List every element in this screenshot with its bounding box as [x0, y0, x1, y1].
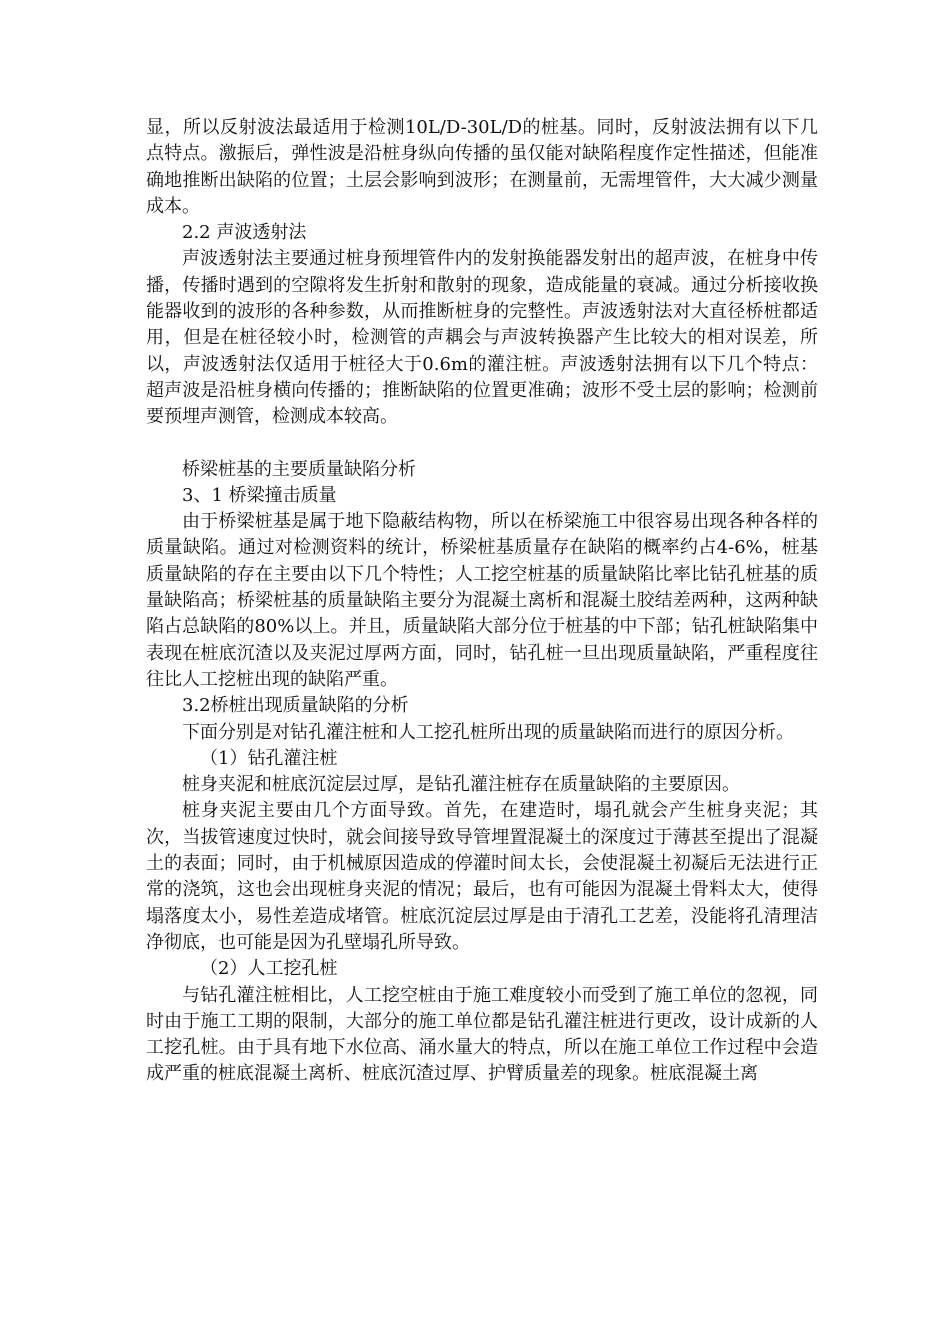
- paragraph-reflection-wave-summary: 显，所以反射波法最适用于检测10L/D-30L/D的桩基。同时，反射波法拥有以下几点特点。激振后，弹性波是沿桩身纵向传播的虽仅能对缺陷程度作定性描述，但能准确地推断出缺陷的位置；土层会影响到波形；在测量前，无需埋管件，大大减少测量成本。: [146, 117, 818, 217]
- paragraph-manual-dug-pile: 与钻孔灌注桩相比，人工挖空桩由于施工难度较小而受到了施工单位的忽视，同时由于施工工期的限制，大部分的施工单位都是钻孔灌注桩进行更改，设计成新的人工挖孔桩。由于具有地下水位高、涌水量大的特点，所以在施工单位工作过程中会造成严重的桩底混凝土离析、桩底沉渣过厚、护臂质量差的现象。桩底混凝土离: [146, 984, 818, 1085]
- paragraph-acoustic-transmission: 声波透射法主要通过桩身预埋管件内的发射换能器发射出的超声波，在桩身中传播，传播时遇到的空隙将发生折射和散射的现象，造成能量的衰减。通过分析接收换能器收到的波形的各种参数，从而推断桩身的完整性。声波透射法对大直径桥桩都适用，但是在桩径较小时，检测管的声耦会与声波转换器产生比较大的相对误差，所以，声波透射法仅适用于桩径大于0.6m的灌注桩。声波透射法拥有以下几个特点：超声波是沿桩身横向传播的；推断缺陷的位置更准确；波形不受土层的影响；检测前要预埋声测管，检测成本较高。: [146, 248, 818, 428]
- document-body: [146, 115, 818, 1088]
- section-heading-defect-analysis: 桥梁桩基的主要质量缺陷分析: [182, 458, 416, 480]
- section-heading-3-1: 3、1 桥梁撞击质量: [182, 484, 337, 506]
- subheading-bored-pile: （1）钻孔灌注桩: [200, 747, 338, 769]
- section-heading-2-2: 2.2 声波透射法: [182, 222, 307, 244]
- paragraph-analysis-intro: 下面分别是对钻孔灌注桩和人工挖孔桩所出现的质量缺陷而进行的原因分析。: [182, 721, 794, 743]
- paragraph-defect-statistics: 由于桥梁桩基是属于地下隐蔽结构物，所以在桥梁施工中很容易出现各种各样的质量缺陷。通过对检测资料的统计，桥梁桩基质量存在缺陷的概率约占4-6%，桩基质量缺陷的存在主要由以下几个特性；人工挖空桩基的质量缺陷比率比钻孔桩基的质量缺陷高；桥梁桩基的质量缺陷主要分为混凝土离析和混凝土胶结差两种，这两种缺陷占总缺陷的80%以上。并且，质量缺陷大部分位于桩基的中下部；钻孔桩缺陷集中表现在桩底沉渣以及夹泥过厚两方面，同时，钻孔桩一旦出现质量缺陷，严重程度往往比人工挖桩出现的缺陷严重。: [146, 511, 818, 690]
- section-heading-3-2: 3.2桥桩出现质量缺陷的分析: [182, 695, 409, 717]
- subheading-manual-dug-pile: （2）人工挖孔桩: [200, 958, 338, 980]
- blank-line: [146, 431, 818, 457]
- paragraph-bored-pile-causes: 桩身夹泥和桩底沉淀层过厚，是钻孔灌注桩存在质量缺陷的主要原因。: [182, 774, 740, 796]
- paragraph-mud-inclusion: 桩身夹泥主要由几个方面导致。首先，在建造时，塌孔就会产生桩身夹泥；其次，当拔管速度过快时，就会间接导致导管埋置混凝土的深度过于薄甚至提出了混凝土的表面；同时，由于机械原因造成的停灌时间太长，会使混凝土初凝后无法进行正常的浇筑，这也会出现桩身夹泥的情况；最后，也有可能因为混凝土骨料太大，使得塌落度太小，易性差造成堵管。桩底沉淀层过厚是由于清孔工艺差，没能将孔清理洁净彻底，也可能是因为孔壁塌孔所导致。: [146, 800, 818, 953]
